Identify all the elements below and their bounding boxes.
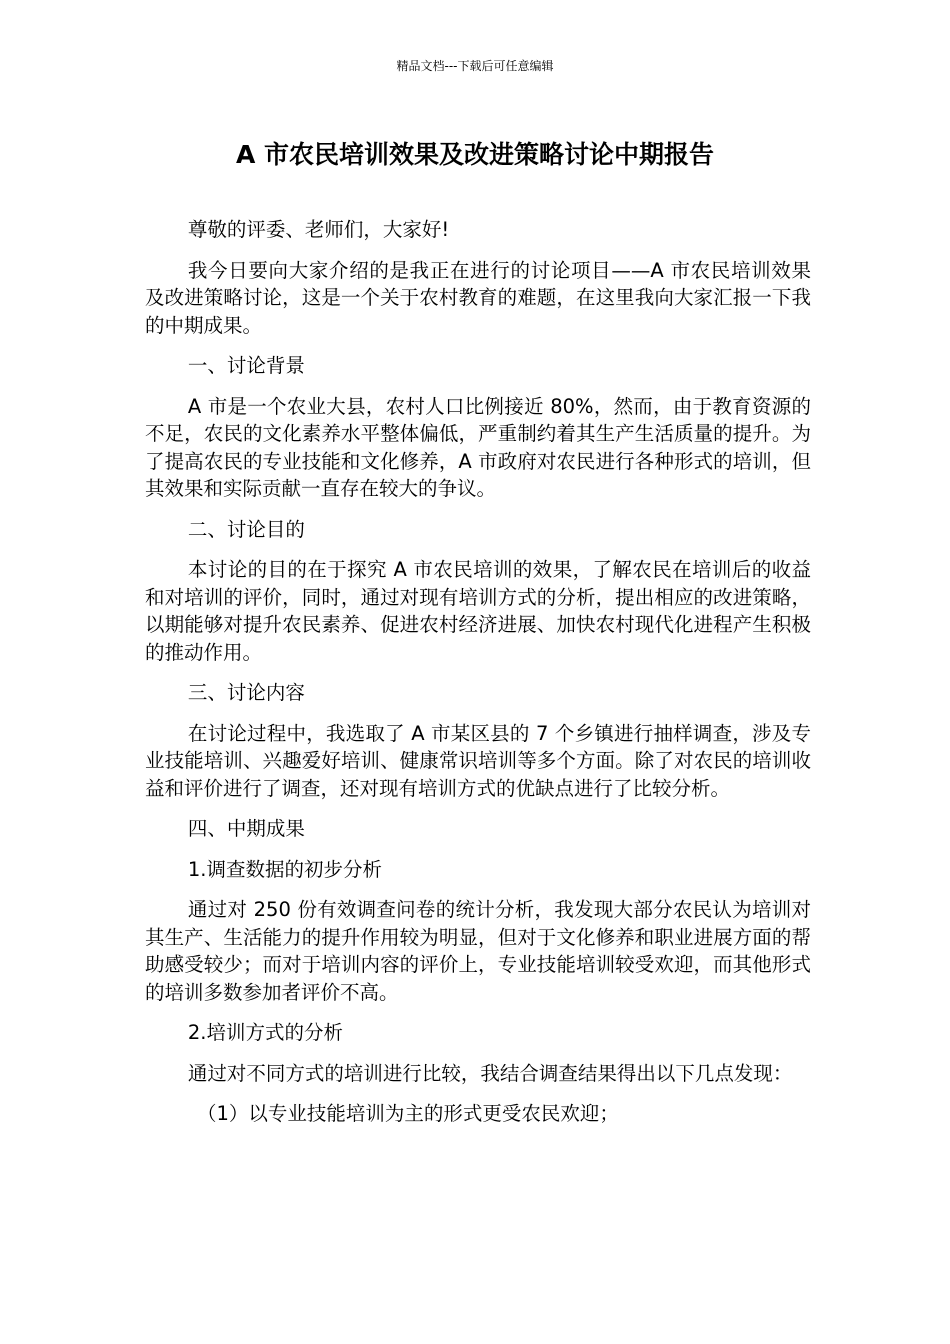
intro-paragraph: 我今日要向大家介绍的是我正在进行的讨论项目——A 市农民培训效果及改进策略讨论，这是一个关于农村教育的难题，在这里我向大家汇报一下我的中期成果。 xyxy=(145,258,811,337)
section-heading-results: 四、中期成果 xyxy=(187,817,305,840)
section-heading-content: 三、讨论内容 xyxy=(187,681,305,704)
header-note: 精品文档---下载后可任意编辑 xyxy=(396,59,554,73)
section-body-background: A 市是一个农业大县，农村人口比例接近 80%，然而，由于教育资源的不足，农民的文化素养水平整体偏低，严重制约着其生产生活质量的提升。为了提高农民的专业技能和文化修养，A 市政府对农民进行各种形式的培训，但其效果和实际贡献一直存在较大的争议。 xyxy=(145,394,811,500)
finding-list-item: （1）以专业技能培训为主的形式更受农民欢迎； xyxy=(197,1102,619,1125)
greeting-paragraph: 尊敬的评委、老师们，大家好! xyxy=(187,218,450,241)
section-heading-background: 一、讨论背景 xyxy=(187,354,305,377)
section-body-content: 在讨论过程中，我选取了 A 市某区县的 7 个乡镇进行抽样调查，涉及专业技能培训、兴趣爱好培训、健康常识培训等多个方面。除了对农民的培训收益和评价进行了调查，还对现有培训方式的优缺点进行了比较分析。 xyxy=(145,721,811,800)
subsection-body-methods: 通过对不同方式的培训进行比较，我结合调查结果得出以下几点发现： xyxy=(187,1061,793,1085)
document-body xyxy=(145,216,811,1141)
section-body-purpose: 本讨论的目的在于探究 A 市农民培训的效果，了解农民在培训后的收益和对培训的评价，同时，通过对现有培训方式的分析，提出相应的改进策略，以期能够对提升农民素养、促进农村经济进展、加快农村现代化进程产生积极的推动作用。 xyxy=(145,558,811,664)
section-heading-purpose: 二、讨论目的 xyxy=(187,517,305,541)
subsection-heading-methods: 2.培训方式的分析 xyxy=(187,1021,343,1044)
document-title: A 市农民培训效果及改进策略讨论中期报告 xyxy=(235,140,715,169)
subsection-heading-survey: 1.调查数据的初步分析 xyxy=(187,857,382,881)
subsection-body-survey: 通过对 250 份有效调查问卷的统计分析，我发现大部分农民认为培训对其生产、生活能力的提升作用较为明显，但对于文化修养和职业进展方面的帮助感受较少；而对于培训内容的评价上，专业技能培训较受欢迎，而其他形式的培训多数参加者评价不高。 xyxy=(145,898,811,1004)
